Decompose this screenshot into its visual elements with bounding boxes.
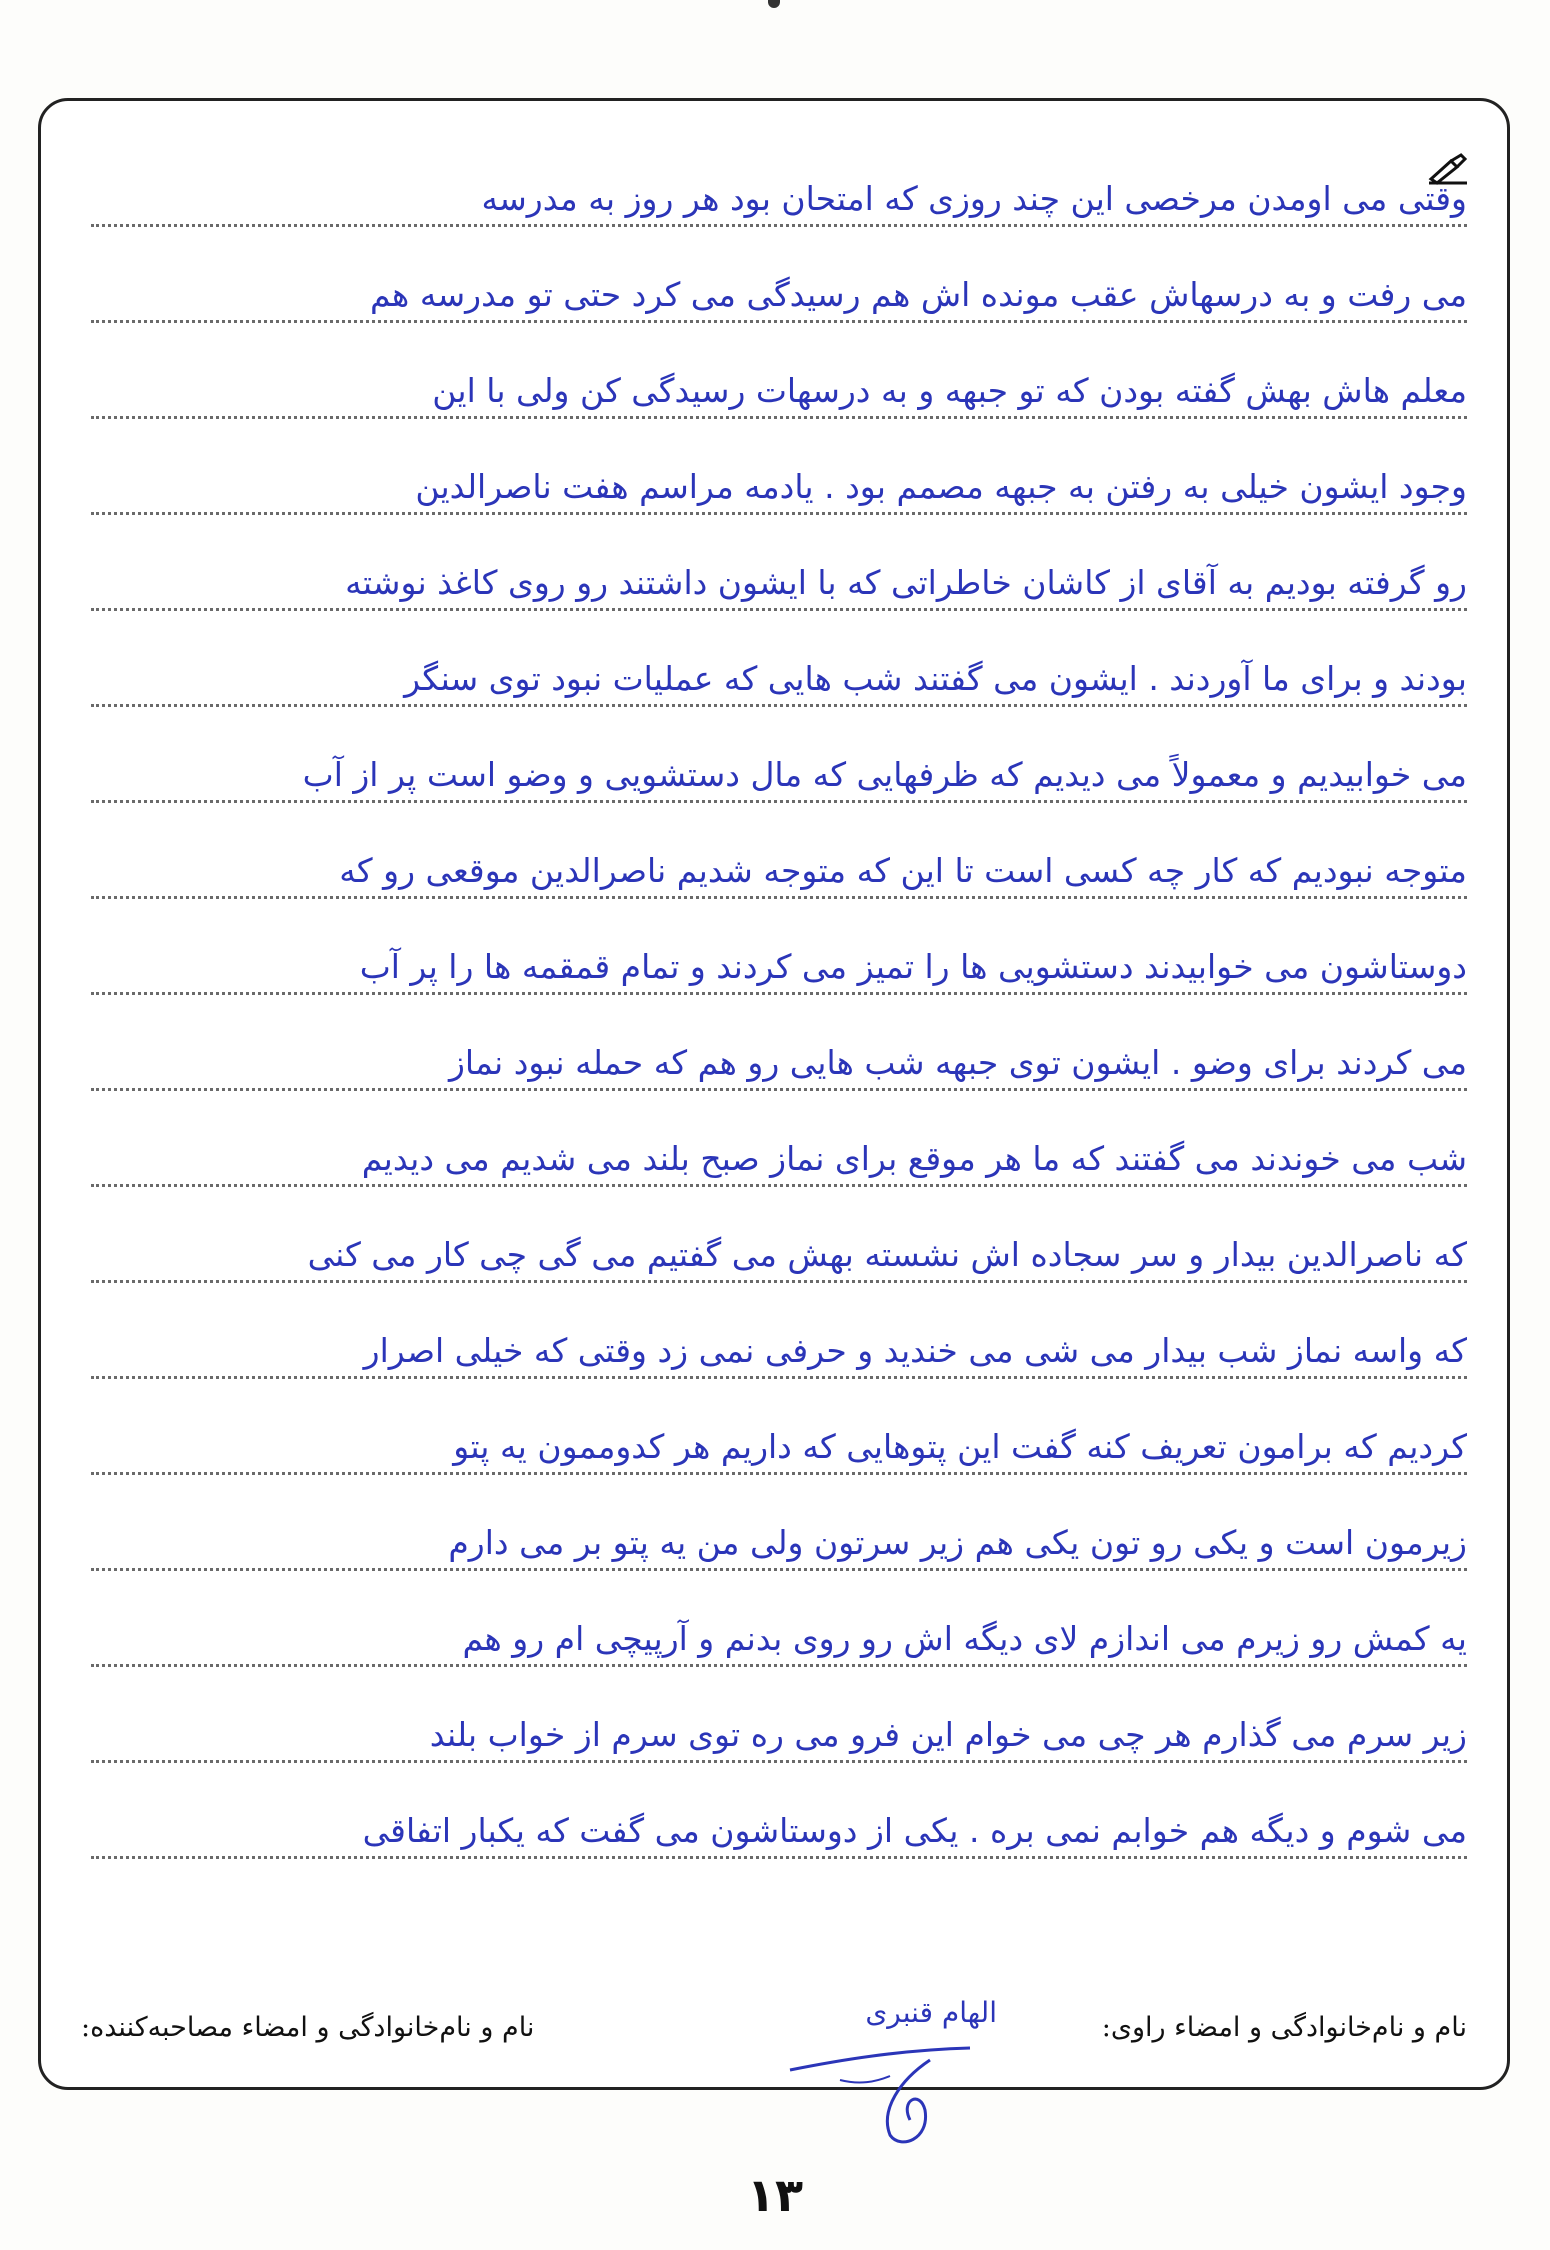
line-text: زیرمون است و یکی رو تون یکی هم زیر سرتون ولی من یه پتو بر می دارم (448, 1523, 1467, 1562)
text-line (91, 1401, 1467, 1497)
dotted-rule (91, 1088, 1467, 1091)
dotted-rule (91, 896, 1467, 899)
line-text: می شوم و دیگه هم خوابم نمی بره . یکی از دوستاشون می گفت که یکبار اتفاقی (362, 1811, 1467, 1850)
line-text: می خوابیدیم و معمولاً می دیدیم که ظرفهایی که مال دستشویی و وضو است پر از آب (302, 755, 1467, 794)
line-text: معلم هاش بهش گفته بودن که تو جبهه و به درسهات رسیدگی کن ولی با این (432, 371, 1467, 410)
line-text: زیر سرم می گذارم هر چی می خوام این فرو می ره توی سرم از خواب بلند (429, 1715, 1467, 1754)
narrator-label: نام و نام‌خانوادگی و امضاء راوی: (1101, 2012, 1467, 2043)
dotted-rule (91, 704, 1467, 707)
dotted-rule (91, 1856, 1467, 1859)
line-text: که ناصرالدین بیدار و سر سجاده اش نشسته بهش می گفتیم می گی چی کار می کنی (307, 1235, 1467, 1274)
line-text: کردیم که برامون تعریف کنه گفت این پتوهایی که داریم هر کدوممون یه پتو (453, 1427, 1467, 1466)
dotted-rule (91, 800, 1467, 803)
text-line (91, 1785, 1467, 1881)
text-line (91, 729, 1467, 825)
narrator-name: الهام قنبری (865, 1996, 997, 2029)
text-line (91, 249, 1467, 345)
text-line (91, 1017, 1467, 1113)
text-line (91, 441, 1467, 537)
line-text: دوستاشون می خوابیدند دستشویی ها را تمیز می کردند و تمام قمقمه ها را پر آب (359, 947, 1467, 986)
line-text: وقتی می اومدن مرخصی این چند روزی که امتحان بود هر روز به مدرسه (481, 179, 1467, 218)
text-line (91, 1497, 1467, 1593)
dotted-rule (91, 1376, 1467, 1379)
dotted-rule (91, 1472, 1467, 1475)
line-text: رو گرفته بودیم به آقای از کاشان خاطراتی که با ایشون داشتند رو روی کاغذ نوشته (345, 563, 1467, 602)
line-text: می کردند برای وضو . ایشون توی جبهه شب هایی رو هم که حمله نبود نماز (448, 1043, 1467, 1082)
form-footer (81, 1993, 1467, 2049)
text-line (91, 825, 1467, 921)
text-line (91, 633, 1467, 729)
handwritten-lines (91, 153, 1467, 1881)
text-line (91, 1305, 1467, 1401)
text-line (91, 345, 1467, 441)
dotted-rule (91, 1184, 1467, 1187)
dotted-rule (91, 224, 1467, 227)
text-line (91, 921, 1467, 1017)
dotted-rule (91, 992, 1467, 995)
dotted-rule (91, 1664, 1467, 1667)
text-line (91, 1593, 1467, 1689)
line-text: می رفت و به درسهاش عقب مونده اش هم رسیدگی می کرد حتی تو مدرسه هم (369, 275, 1467, 314)
signature-mark (780, 2040, 980, 2150)
line-text: وجود ایشون خیلی به رفتن به جبهه مصمم بود . یادمه مراسم هفت ناصرالدین (415, 467, 1467, 506)
line-text: یه کمش رو زیرم می اندازم لای دیگه اش رو روی بدنم و آرپیچی ام رو هم (462, 1619, 1467, 1658)
line-text: که واسه نماز شب بیدار می شی می خندید و حرفی نمی زد وقتی که خیلی اصرار (363, 1331, 1467, 1370)
page-frame (38, 98, 1510, 2090)
text-line (91, 1113, 1467, 1209)
dotted-rule (91, 1280, 1467, 1283)
dotted-rule (91, 1568, 1467, 1571)
interviewer-label: نام و نام‌خانوادگی و امضاء مصاحبه‌کننده: (81, 2012, 535, 2043)
text-line (91, 1209, 1467, 1305)
top-punch-mark (768, 0, 780, 8)
dotted-rule (91, 416, 1467, 419)
line-text: بودند و برای ما آوردند . ایشون می گفتند شب هایی که عملیات نبود توی سنگر (404, 659, 1467, 698)
line-text: متوجه نبودیم که کار چه کسی است تا این که متوجه شدیم ناصرالدین موقعی رو که (339, 851, 1467, 890)
page-number: ۱۳ (746, 2168, 804, 2222)
dotted-rule (91, 1760, 1467, 1763)
dotted-rule (91, 512, 1467, 515)
dotted-rule (91, 608, 1467, 611)
dotted-rule (91, 320, 1467, 323)
text-line (91, 153, 1467, 249)
text-line (91, 537, 1467, 633)
text-line (91, 1689, 1467, 1785)
line-text: شب می خوندند می گفتند که ما هر موقع برای نماز صبح بلند می شدیم می دیدیم (361, 1139, 1467, 1178)
